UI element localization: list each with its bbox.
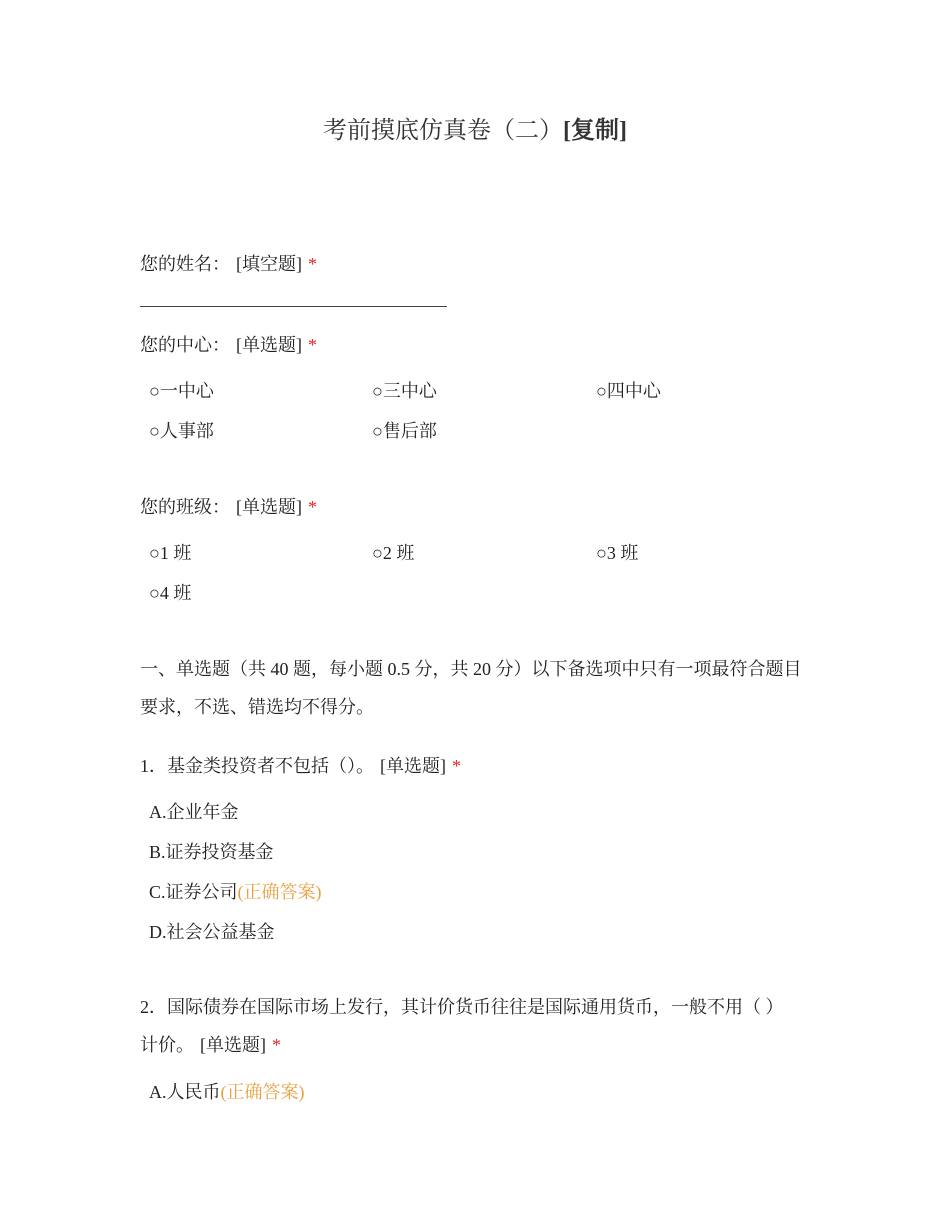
- question-label: 您的班级：: [140, 497, 230, 517]
- page-title: [0, 110, 950, 145]
- question-type: [单选题]: [236, 497, 302, 517]
- radio-option[interactable]: ○一中心: [149, 381, 214, 401]
- correct-answer-mark: (正确答案): [220, 1082, 305, 1102]
- radio-option[interactable]: ○四中心: [596, 381, 661, 401]
- question-type: [单选题]: [236, 335, 302, 355]
- question-type: [填空题]: [236, 254, 302, 274]
- option-text: D.社会公益基金: [149, 922, 275, 942]
- question-1: [140, 747, 461, 785]
- choice-option[interactable]: [149, 880, 322, 904]
- radio-option[interactable]: ○1 班: [149, 543, 192, 563]
- radio-option[interactable]: ○人事部: [149, 421, 214, 441]
- required-mark: *: [308, 254, 317, 274]
- section-heading: 一、单选题（共 40 题，每小题 0.5 分，共 20 分）以下备选项中只有一项最符合题目要求，不选、错选均不得分。: [140, 659, 802, 717]
- option-text: C.证券公司: [149, 882, 238, 902]
- name-fill-line[interactable]: [140, 306, 447, 307]
- question-center: [140, 326, 317, 364]
- required-mark: *: [452, 756, 461, 776]
- question-2: [140, 988, 810, 1064]
- question-label: 您的中心：: [140, 335, 230, 355]
- choice-option[interactable]: [149, 800, 239, 824]
- question-stem: 2．国际债券在国际市场上发行，其计价货币往往是国际通用货币，一般不用（ ）: [140, 997, 784, 1017]
- option-text: B.证券投资基金: [149, 842, 274, 862]
- question-class: [140, 488, 317, 526]
- title-suffix: [复制]: [563, 118, 627, 144]
- title-main: 考前摸底仿真卷（二）: [323, 118, 563, 144]
- radio-option[interactable]: ○三中心: [372, 381, 437, 401]
- question-type: [单选题]: [200, 1035, 266, 1055]
- radio-option[interactable]: ○3 班: [596, 543, 639, 563]
- option-text: A.人民币: [149, 1082, 221, 1102]
- radio-option[interactable]: ○4 班: [149, 583, 192, 603]
- question-stem-line2: [140, 1026, 810, 1064]
- question-stem-end: 计价。: [140, 1035, 194, 1055]
- choice-option[interactable]: [149, 1080, 305, 1104]
- radio-option[interactable]: ○2 班: [372, 543, 415, 563]
- choice-option[interactable]: [149, 840, 274, 864]
- choice-option[interactable]: [149, 920, 275, 944]
- required-mark: *: [308, 335, 317, 355]
- correct-answer-mark: (正确答案): [237, 882, 322, 902]
- question-label: 您的姓名：: [140, 254, 230, 274]
- required-mark: *: [272, 1035, 281, 1055]
- option-text: A.企业年金: [149, 802, 239, 822]
- question-stem: 1．基金类投资者不包括（）。: [140, 756, 374, 776]
- question-name: [140, 245, 317, 283]
- radio-option[interactable]: ○售后部: [372, 421, 437, 441]
- question-type: [单选题]: [380, 756, 446, 776]
- required-mark: *: [308, 497, 317, 517]
